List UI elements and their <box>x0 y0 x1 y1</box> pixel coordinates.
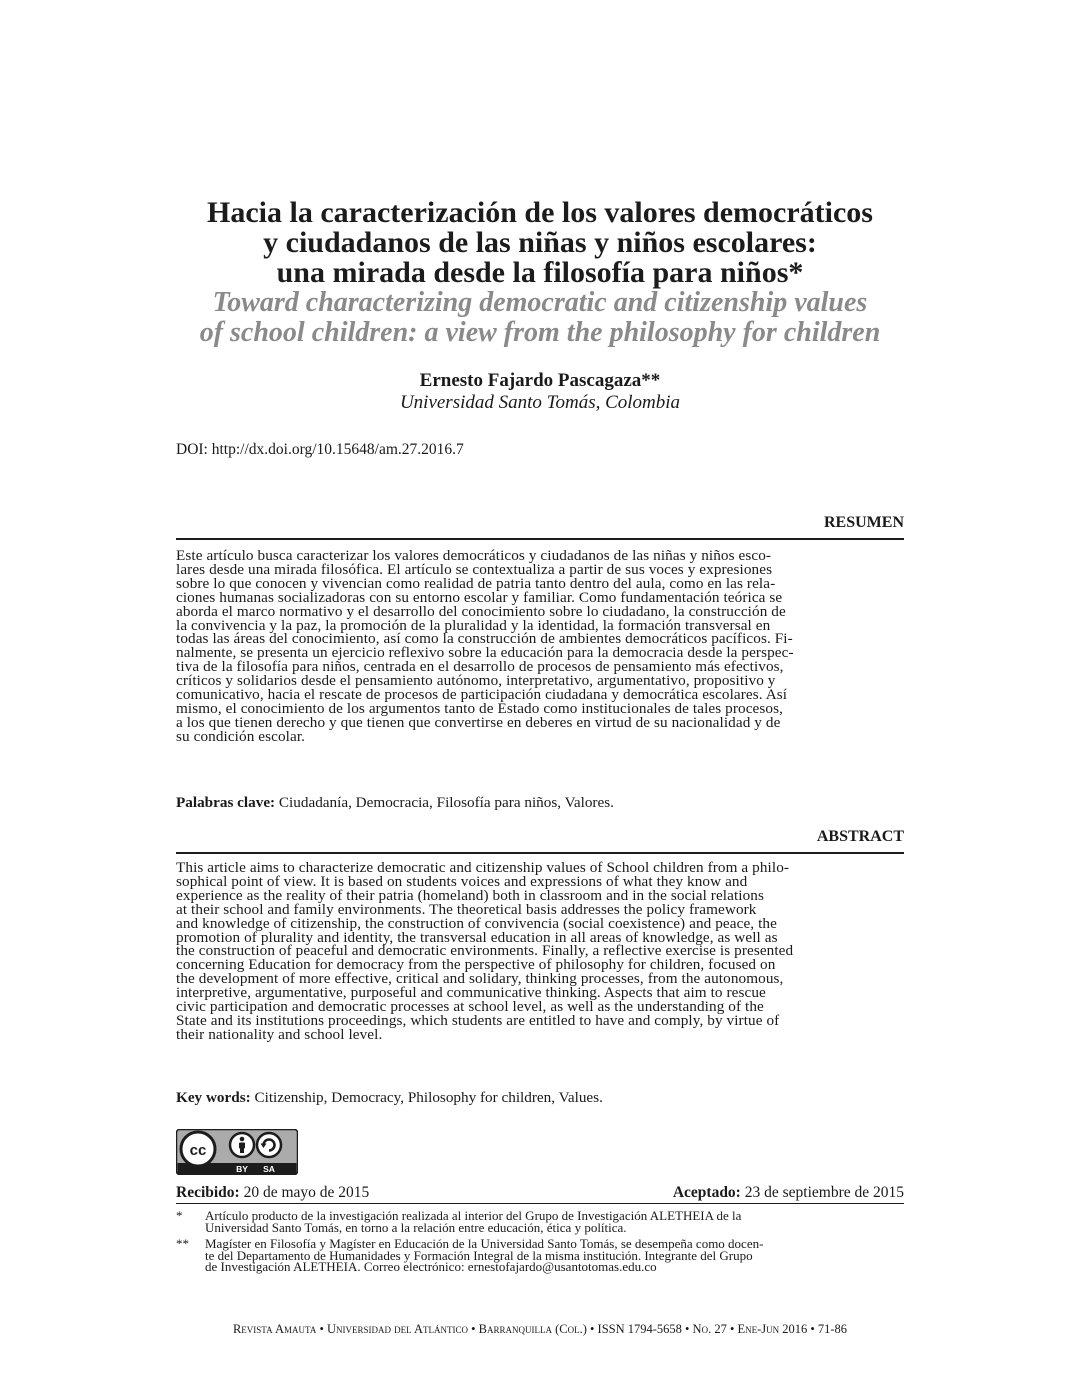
palabras-clave <box>176 794 904 812</box>
abstract-line: the construction of peaceful and democratic environments. Finally, a reflective exercise is presented <box>176 942 794 960</box>
abstract-line: promotion of plurality and identity, the transversal education in all areas of knowledge, as well as <box>176 928 778 946</box>
resumen-rule <box>176 538 904 540</box>
abstract-line: and knowledge of citizenship, the construction of convivencia (social coexistence) and peace, the <box>176 914 777 932</box>
abstract-line: This article aims to characterize democratic and citizenship values of School children from a philo- <box>176 859 790 876</box>
abstract-line: the development of more effective, critical and solidary, thinking processes, from the autonomous, <box>176 970 784 988</box>
abstract-line: concerning Education for democracy from the perspective of philosophy for children, focused on <box>176 956 776 974</box>
footnote-line: Artículo producto de la investigación realizada al interior del Grupo de Investigación ALETHEIA de la <box>205 1208 742 1223</box>
resumen-line: sobre lo que conocen y vivencian como realidad de patria tanto dentro del aula, como en las rela- <box>176 574 776 592</box>
resumen-line: Este artículo busca caracterizar los valores democráticos y ciudadanos de las niñas y niños esco- <box>176 547 772 564</box>
abstract-line: at their school and family environments. The theoretical basis addresses the policy framework <box>176 900 757 918</box>
author-affiliation: Universidad Santo Tomás, Colombia <box>399 392 681 413</box>
received-label: Recibido: <box>176 1184 240 1201</box>
abstract-line: their nationality and school level. <box>176 1025 383 1043</box>
doi-link[interactable]: DOI: http://dx.doi.org/10.15648/am.27.2016.7 <box>176 441 464 458</box>
cc-by-sa-license-badge[interactable] <box>176 1129 298 1175</box>
resumen-heading: RESUMEN <box>823 514 904 531</box>
resumen-line: la convivencia y la paz, la promoción de la pluralidad y la identidad, la formación transversal en <box>176 616 771 634</box>
title-english-line: of school children: a view from the philosophy for children <box>199 317 881 348</box>
cc-label: cc <box>189 1142 207 1159</box>
author-block <box>176 370 904 414</box>
accepted-value: 23 de septiembre de 2015 <box>744 1184 904 1201</box>
resumen-line: críticos y solidarios desde el pensamiento autónomo, interpretativo, argumentativo, propositivo y <box>176 672 776 690</box>
share-alike-icon <box>257 1133 281 1157</box>
abstract-line: interpretive, argumentative, purposeful and communicative thinking. Aspects that aim to rescue <box>176 984 766 1002</box>
received-value: 20 de mayo de 2015 <box>243 1184 370 1201</box>
resumen-body <box>176 549 904 744</box>
footnote-line: te del Departamento de Humanidades y Formación Integral de la misma institución. Integrante del Grupo <box>205 1247 753 1263</box>
resumen-line: comunicativo, hacia el rescate de procesos de participación ciudadana y democrática escolares. Así <box>176 686 788 704</box>
abstract-body <box>176 861 904 1042</box>
abstract-line: experience as the reality of their patria (homeland) both in classroom and in the social relations <box>176 886 764 904</box>
resumen-line: a los que tienen derecho y que tienen que convertirse en deberes en virtud de su nacionalidad y de <box>176 713 781 731</box>
key-words-values: Citizenship, Democracy, Philosophy for children, Values. <box>254 1089 603 1106</box>
abstract-line: civic participation and democratic processes at school level, as well as the understanding of the <box>176 998 764 1016</box>
title-english-line: Toward characterizing democratic and citizenship values <box>212 287 868 318</box>
resumen-line: su condición escolar. <box>176 727 306 745</box>
key-words-label: Key words: <box>176 1089 251 1106</box>
resumen-line: todas las áreas del conocimiento, así como la construcción de ambientes democráticos pacíficos. Fi- <box>176 630 793 648</box>
footnote-line: Universidad Santo Tomás, en torno a la relación entre educación, ética y política. <box>205 1219 627 1235</box>
footnote-line: de Investigación ALETHEIA. Correo electrónico: ernestofajardo@usantotomas.edu.co <box>205 1259 657 1275</box>
footnote-line: Magíster en Filosofía y Magíster en Educación de la Universidad Santo Tomás, se desempeña como docen- <box>205 1236 764 1251</box>
author-name: Ernesto Fajardo Pascagaza** <box>419 370 661 391</box>
abstract-line: sophical point of view. It is based on students voices and expressions of what they know and <box>176 872 748 890</box>
abstract-line: State and its institutions proceedings, which students are entitled to have and comply, by virtue of <box>176 1011 780 1029</box>
abstract-rule <box>176 852 904 854</box>
footnote-mark: ** <box>176 1236 189 1251</box>
received-date <box>176 1184 369 1201</box>
resumen-line: lares desde una mirada filosófica. El artículo se contextualiza a partir de sus voces y expresiones <box>176 560 773 578</box>
dates-row <box>176 1184 904 1202</box>
footnote-1 <box>176 1210 904 1233</box>
palabras-clave-label: Palabras clave: <box>176 794 276 811</box>
resumen-line: ciones humanas socializadoras con su entorno escolar y familiar. Como fundamentación teórica se <box>176 588 783 606</box>
resumen-line: tiva de la filosofía para niños, centrada en el desarrollo de procesos de pensamiento más efectivos, <box>176 658 784 676</box>
resumen-line: nalmente, se presenta un ejercicio reflexivo sobre la educación para la democracia desde la perspec- <box>176 644 794 662</box>
journal-footer: Revista Amauta • Universidad del Atlántico • Barranquilla (Col.) • ISSN 1794-5658 • No. 27 • Ene-Jun 2016 • 71-86 <box>232 1322 848 1336</box>
by-label: BY <box>236 1164 248 1174</box>
title-spanish-line: y ciudadanos de las niñas y niños escolares: <box>263 226 817 259</box>
abstract-heading: ABSTRACT <box>816 828 904 845</box>
resumen-line: aborda el marco normativo y el desarrollo del conocimiento sobre lo ciudadano, la construcción de <box>176 602 786 620</box>
title-block <box>176 198 904 348</box>
title-spanish-line: una mirada desde la filosofía para niños* <box>276 256 804 289</box>
title-spanish-line: Hacia la caracterización de los valores democráticos <box>207 196 873 229</box>
cc-icon <box>181 1132 215 1166</box>
footnote-mark: * <box>176 1208 183 1223</box>
resumen-line: mismo, el conocimiento de los argumentos tanto de Estado como institucionales de tales procesos, <box>176 699 783 717</box>
footnote-rule <box>176 1203 904 1204</box>
accepted-label: Aceptado: <box>672 1184 741 1201</box>
footnote-2 <box>176 1238 904 1273</box>
palabras-clave-values: Ciudadanía, Democracia, Filosofía para niños, Valores. <box>278 794 614 811</box>
sa-label: SA <box>263 1164 275 1174</box>
attribution-person-icon <box>230 1133 254 1157</box>
key-words <box>176 1089 904 1107</box>
accepted-date <box>673 1184 904 1202</box>
